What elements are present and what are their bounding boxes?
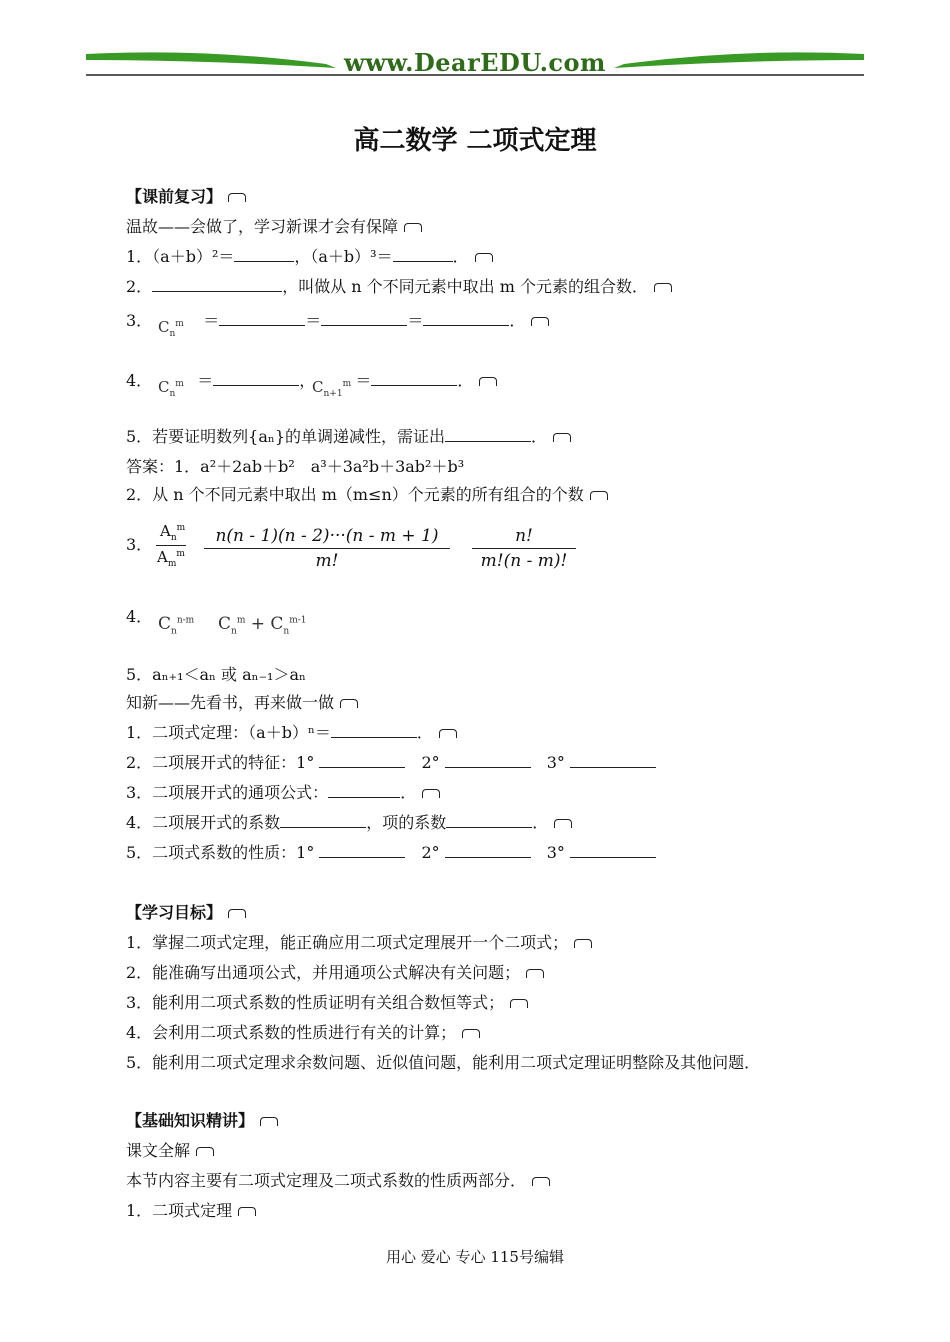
new-question-2: 2．二项展开式的特征：1° 2° 3°: [126, 750, 656, 773]
combination-symbol: $C_n^m$: [158, 378, 184, 399]
goal-2: 2．能准确写出通项公式，并用通项公式解决有关问题；: [126, 960, 544, 983]
section-heading-goals: 【学习目标】: [126, 900, 246, 923]
combination-symbol-n-plus-1: $C_{n+1}^m$: [312, 378, 352, 399]
review-question-1: 1．（a＋b）²＝ ，（a＋b）³＝ ．: [126, 244, 493, 267]
new-intro: 知新——先看书，再来做一做: [126, 690, 358, 713]
new-question-4: 4．二项展开式的系数 ，项的系数 ．: [126, 810, 572, 833]
header-banner: [86, 40, 864, 84]
answer-3-label: 3．: [126, 535, 153, 554]
section-heading-basics: 【基础知识精讲】: [126, 1108, 278, 1131]
basics-text: 本节内容主要有二项式定理及二项式系数的性质两部分．: [126, 1168, 550, 1191]
page-title: 高二数学 二项式定理: [353, 126, 597, 156]
goal-4: 4．会利用二项式系数的性质进行有关的计算；: [126, 1020, 480, 1043]
goal-1: 1．掌握二项式定理，能正确应用二项式定理展开一个二项式；: [126, 930, 592, 953]
review-question-3: 3． ＝ ＝ ＝ ．: [126, 308, 549, 331]
new-question-5: 5．二项式系数的性质：1° 2° 3°: [126, 840, 656, 863]
answer-1: 答案：1．a²＋2ab＋b² a³＋3a²b＋3ab²＋b³: [126, 457, 465, 476]
review-question-2: 2． ，叫做从 n 个不同元素中取出 m 个元素的组合数．: [126, 274, 672, 297]
permutation-ratio: $A_n^m$ $A_m^m$: [157, 522, 186, 569]
goal-3: 3．能利用二项式系数的性质证明有关组合数恒等式；: [126, 990, 528, 1013]
combination-symbol: $C_n^m$: [158, 318, 184, 339]
answer-2: 2．从 n 个不同元素中取出 m（m≤n）个元素的所有组合的个数: [126, 482, 608, 505]
section-heading-review: 【课前复习】: [126, 184, 246, 207]
basics-item-1: 1．二项式定理: [126, 1198, 256, 1221]
site-logo: www.DearEDU.com: [344, 48, 606, 77]
new-question-1: 1．二项式定理：（a＋b）ⁿ＝ ．: [126, 720, 457, 743]
goal-5: 5．能利用二项式定理求余数问题、近似值问题，能利用二项式定理证明整除及其他问题．: [126, 1053, 761, 1072]
pascal-sum: $C_n^m + C_n^{m-1}$: [218, 614, 307, 637]
combination-n-minus-m: $C_n^{n-m}$: [158, 614, 195, 637]
review-question-5: 5．若要证明数列{aₙ}的单调递减性，需证出 ．: [126, 424, 571, 447]
answer-5: 5．aₙ₊₁＜aₙ 或 aₙ₋₁＞aₙ: [126, 665, 306, 684]
new-question-3: 3．二项展开式的通项公式： ．: [126, 780, 440, 803]
basics-intro: 课文全解: [126, 1138, 214, 1161]
formula-fraction-2: $\frac{n!}{m!(n - m)!}$: [472, 526, 576, 571]
review-intro: 温故——会做了，学习新课才会有保障: [126, 214, 422, 237]
review-question-4: 4． ＝ ， ＝ ．: [126, 368, 497, 391]
formula-fraction-1: $\frac{n(n - 1)(n - 2)\cdot\cdot\cdot(n - m + 1)}{m!}$: [204, 526, 450, 571]
answer-4-label: 4．: [126, 607, 153, 626]
page-footer: 用心 爱心 专心 115号编辑: [386, 1248, 564, 1266]
